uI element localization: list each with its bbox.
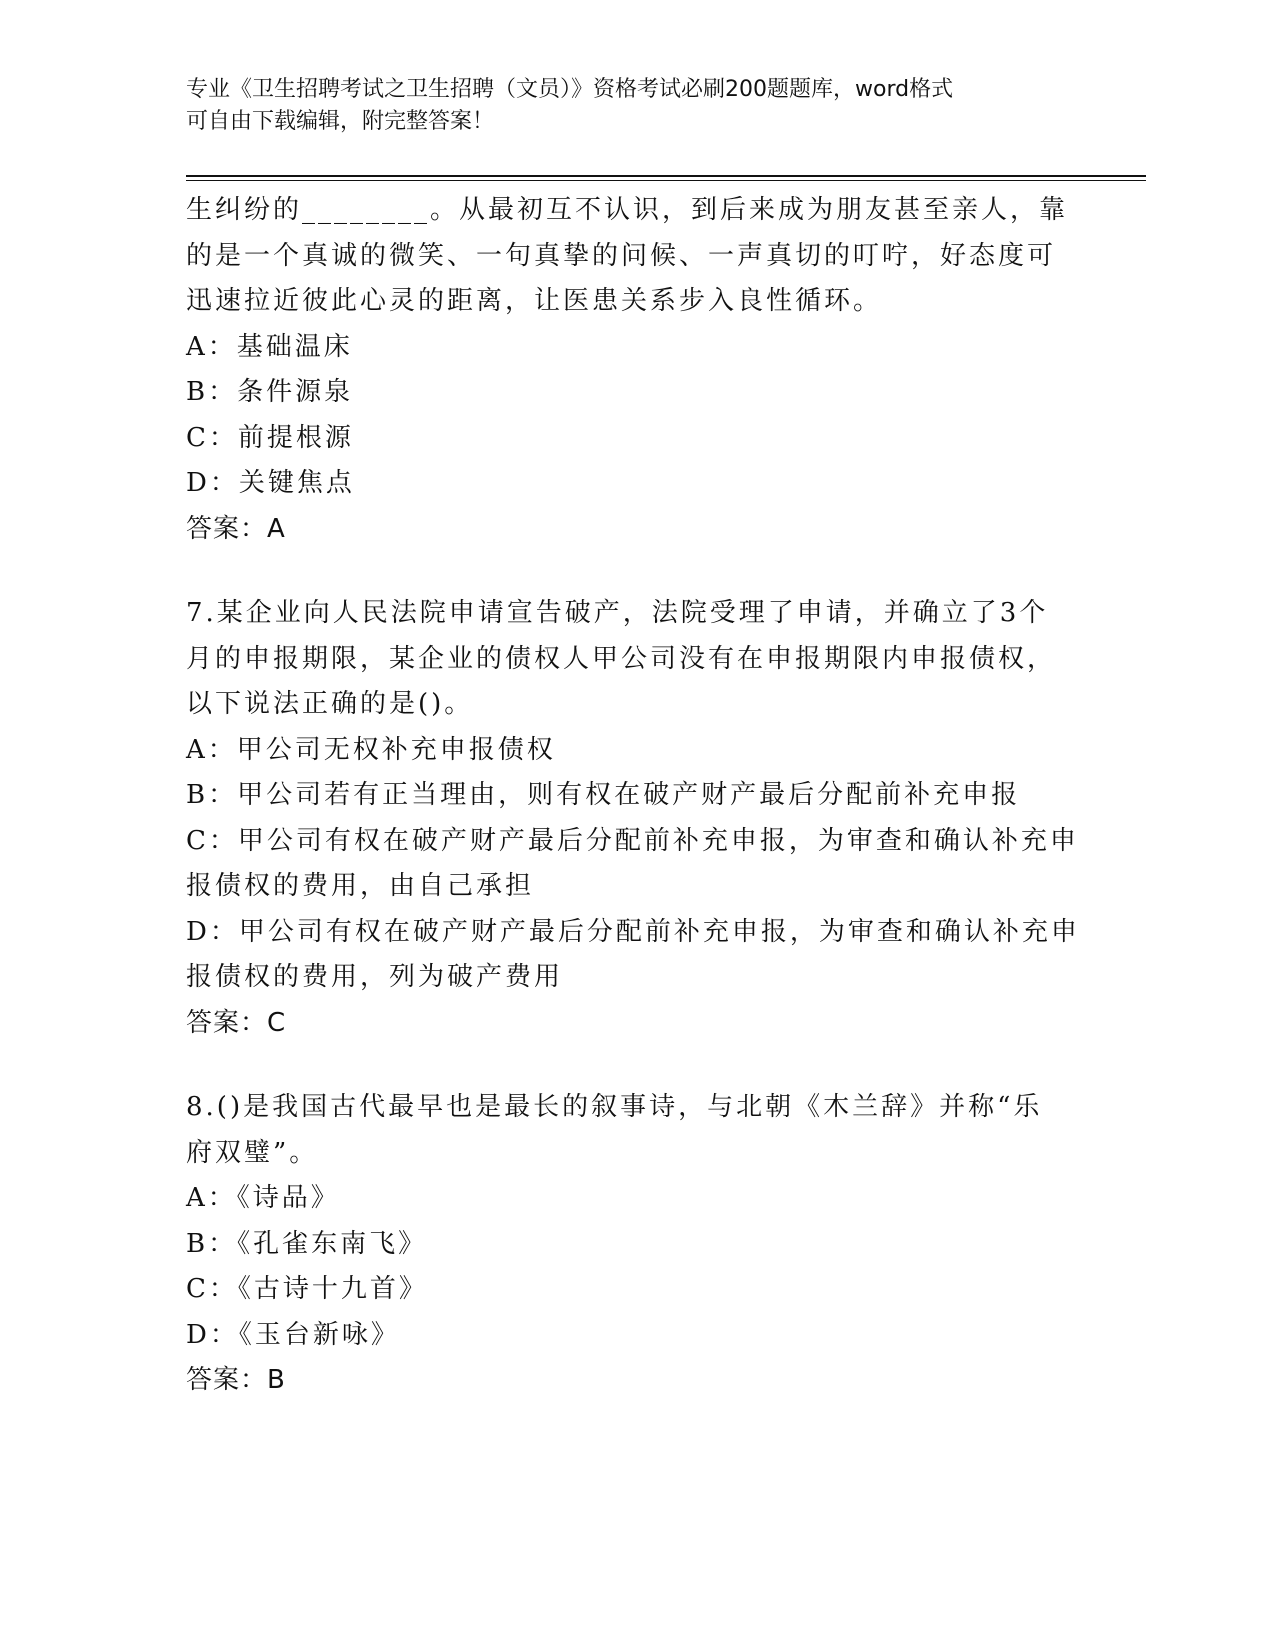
question-text-line: 以下说法正确的是()。 <box>186 689 474 719</box>
option-c: C：《古诗十九首》 <box>186 1274 428 1304</box>
document-title-line-2: 可自由下载编辑，附完整答案！ <box>186 109 495 134</box>
question-text-line: 迅速拉近彼此心灵的距离，让医患关系步入良性循环。 <box>186 286 883 316</box>
option-d-continued: 报债权的费用，列为破产费用 <box>186 962 564 992</box>
option-c: C：前提根源 <box>186 422 354 453</box>
question-text-line: 的是一个真诚的微笑、一句真挚的问候、一声真切的叮咛，好态度可 <box>186 240 1057 271</box>
option-b: B：甲公司若有正当理由，则有权在破产财产最后分配前补充申报 <box>186 780 1021 810</box>
option-d: D：关键焦点 <box>186 468 355 498</box>
option-a: A：基础温床 <box>186 331 353 362</box>
option-c: C：甲公司有权在破产财产最后分配前补充申报，为审查和确认补充申 <box>186 825 1079 856</box>
document-title-line-1: 专业《卫生招聘考试之卫生招聘（文员）》资格考试必刷200题题库，word格式 <box>186 77 954 102</box>
question-content <box>186 188 1086 1404</box>
option-b: B：条件源泉 <box>186 377 354 407</box>
question-7 <box>186 591 1086 1046</box>
answer-line: 答案：B <box>186 1365 286 1395</box>
question-text-line: 府双璧”。 <box>186 1137 319 1168</box>
option-c-continued: 报债权的费用，由自己承担 <box>186 871 535 901</box>
question-text-line: 8.()是我国古代最早也是最长的叙事诗，与北朝《木兰辞》并称“乐 <box>186 1092 1043 1122</box>
answer-line: 答案：C <box>186 1007 287 1038</box>
question-text-line: 生纠纷的________。从最初互不认识，到后来成为朋友甚至亲人，靠 <box>186 195 1069 225</box>
question-text-line: 月的申报期限，某企业的债权人甲公司没有在申报期限内申报债权， <box>186 643 1057 674</box>
question-spacer <box>186 1046 1086 1085</box>
question-spacer <box>186 552 1086 591</box>
option-d: D：甲公司有权在破产财产最后分配前补充申报，为审查和确认补充申 <box>186 916 1080 947</box>
option-b: B：《孔雀东南飞》 <box>186 1228 428 1259</box>
option-a: A：《诗品》 <box>186 1183 340 1213</box>
option-a: A：甲公司无权补充申报债权 <box>186 734 556 765</box>
option-d: D：《玉台新咏》 <box>186 1319 400 1350</box>
question-text-line: 7.某企业向人民法院申请宣告破产，法院受理了申请，并确立了3个 <box>186 598 1049 628</box>
header-divider <box>186 175 1146 181</box>
answer-line: 答案：A <box>186 513 286 544</box>
question-6-continued <box>186 188 1086 552</box>
question-8 <box>186 1085 1086 1404</box>
page-header <box>186 74 1066 138</box>
